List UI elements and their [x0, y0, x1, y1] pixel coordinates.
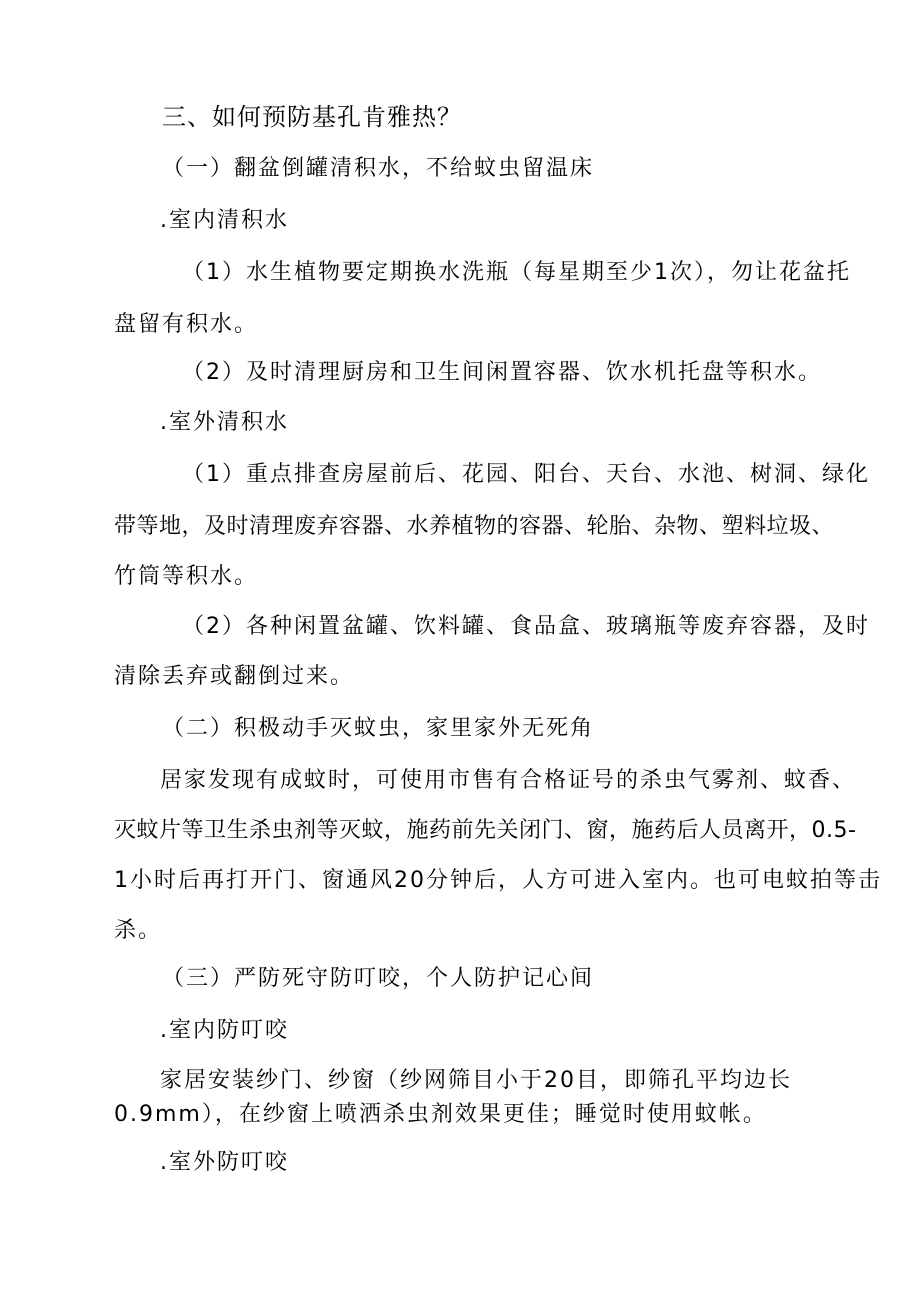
- paragraph-line: 灭蚊片等卫生杀虫剂等灭蚊，施药前先关闭门、窗，施药后人员离开，0.5-: [114, 818, 857, 843]
- section-heading-1: （一）翻盆倒罐清积水，不给蚊虫留温床: [162, 156, 595, 181]
- paragraph-line: 杀。: [114, 918, 163, 943]
- paragraph-line: 0.9mm），在纱窗上喷洒杀虫剂效果更佳；睡觉时使用蚊帐。: [114, 1102, 767, 1127]
- subheading-indoor-water: .室内清积水: [160, 208, 289, 233]
- subheading-indoor-bites: .室内防叮咬: [160, 1018, 289, 1043]
- paragraph-line: 居家发现有成蚊时，可使用市售有合格证号的杀虫气雾剂、蚊香、: [160, 768, 857, 793]
- paragraph-line: 盘留有积水。: [114, 312, 259, 337]
- paragraph-line: 清除丢弃或翻倒过来。: [114, 664, 355, 689]
- section-heading-2: （二）积极动手灭蚊虫，家里家外无死角: [162, 716, 595, 741]
- paragraph-line: （1）水生植物要定期换水洗瓶（每星期至少1次），勿让花盆托: [182, 260, 851, 285]
- section-heading-3: （三）严防死守防叮咬，个人防护记心间: [162, 966, 595, 991]
- paragraph-line: 竹筒等积水。: [114, 564, 259, 589]
- page-title: 三、如何预防基孔肯雅热？: [162, 103, 462, 131]
- paragraph-line: 带等地，及时清理废弃容器、水养植物的容器、轮胎、杂物、塑料垃圾、: [114, 514, 835, 539]
- paragraph-line: （1）重点排查房屋前后、花园、阳台、天台、水池、树洞、绿化: [182, 462, 870, 487]
- paragraph-line: （2）及时清理厨房和卫生间闲置容器、饮水机托盘等积水。: [182, 360, 822, 385]
- subheading-outdoor-water: .室外清积水: [160, 410, 289, 435]
- paragraph-line: （2）各种闲置盆罐、饮料罐、食品盒、玻璃瓶等废弃容器，及时: [182, 614, 870, 639]
- subheading-outdoor-bites: .室外防叮咬: [160, 1150, 289, 1175]
- paragraph-line: 家居安装纱门、纱窗（纱网筛目小于20目，即筛孔平均边长: [160, 1068, 792, 1093]
- paragraph-line: 1小时后再打开门、窗通风20分钟后，人方可进入室内。也可电蚊拍等击: [114, 868, 882, 893]
